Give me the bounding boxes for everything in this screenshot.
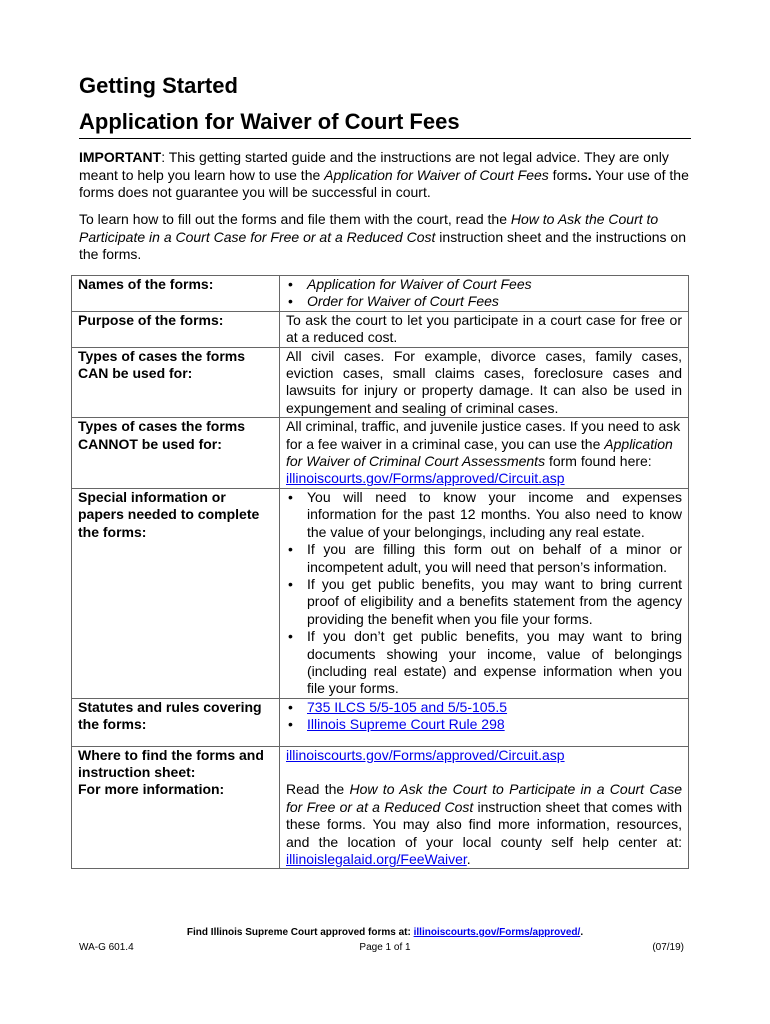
row-value-statutes bbox=[280, 698, 689, 746]
table-row-can bbox=[72, 347, 689, 418]
row-value-cannot bbox=[280, 418, 689, 489]
list-item bbox=[286, 716, 682, 733]
footer-find-text: Find Illinois Supreme Court approved forms at: bbox=[186, 927, 414, 938]
row-value-where bbox=[280, 746, 689, 781]
page-number: Page 1 of 1 bbox=[359, 942, 411, 953]
form-names-list bbox=[286, 276, 682, 311]
table-row-names bbox=[72, 276, 689, 312]
list-item bbox=[286, 293, 682, 310]
learn-text-end: instruction sheet and the instructions on the forms. bbox=[79, 228, 686, 262]
form-name-application: Application for Waiver of Court Fees bbox=[307, 276, 532, 292]
page-title: Getting Started bbox=[79, 73, 238, 98]
form-code: WA-G 601.4 bbox=[79, 942, 134, 953]
form-title: Application for Waiver of Court Fees bbox=[79, 109, 460, 134]
fee-waiver-link[interactable]: illinoislegalaid.org/FeeWaiver bbox=[286, 851, 467, 867]
forms-info-table bbox=[71, 275, 689, 869]
table-row-purpose bbox=[72, 311, 689, 347]
important-notice bbox=[79, 149, 693, 202]
row-label-cannot: Types of cases the forms CANNOT be used for: bbox=[72, 418, 280, 489]
important-text: : This getting started guide and the instructions are not legal advice. They are only meant to help you learn how to use the bbox=[79, 149, 669, 183]
row-label-statutes: Statutes and rules covering the forms: bbox=[72, 698, 280, 746]
more-text-mid: instruction sheet that comes with these forms. You may also find more information, resources, and the location of your local county self help center at: bbox=[286, 798, 682, 850]
more-text-end: . bbox=[466, 851, 471, 867]
row-label-more: For more information: bbox=[72, 781, 280, 869]
ilcs-link[interactable]: 735 ILCS 5/5-105 and 5/5-105.5 bbox=[307, 698, 508, 715]
list-item bbox=[286, 699, 682, 716]
footer-find-period: . bbox=[580, 927, 584, 938]
special-info-list bbox=[286, 489, 682, 698]
where-forms-link[interactable]: illinoiscourts.gov/Forms/approved/Circuit.asp bbox=[286, 746, 565, 763]
list-item bbox=[286, 276, 682, 293]
table-row-more bbox=[72, 781, 689, 869]
cannot-text-mid: form found here: bbox=[545, 453, 652, 470]
list-item: • You will need to know your income and expenses information for the past 12 months. You also need to know the value of your belongings, including any real estate. bbox=[286, 489, 682, 541]
table-row-cannot bbox=[72, 418, 689, 489]
circuit-forms-link[interactable]: illinoiscourts.gov/Forms/approved/Circuit.asp bbox=[286, 470, 565, 487]
more-text: Read the bbox=[286, 781, 350, 798]
row-label-where: Where to find the forms and instruction sheet: bbox=[72, 746, 280, 781]
important-period: . bbox=[587, 166, 592, 183]
learn-text: To learn how to fill out the forms and file them with the court, read the bbox=[79, 211, 511, 227]
list-item: • If you are filling this form out on behalf of a minor or incompetent adult, you will need that person’s information. bbox=[286, 541, 682, 576]
row-label-special: Special information or papers needed to complete the forms: bbox=[72, 488, 280, 698]
row-value-names bbox=[280, 276, 689, 312]
learn-sheet-name: How to Ask the Court to Participate in a Court Case for Free or at a Reduced Cost bbox=[79, 211, 659, 245]
learn-paragraph bbox=[79, 211, 693, 264]
revision-date: (07/19) bbox=[652, 942, 684, 953]
table-row-where bbox=[72, 746, 689, 781]
row-value-purpose: To ask the court to let you participate in a court case for free or at a reduced cost. bbox=[280, 311, 689, 347]
row-label-can: Types of cases the forms CAN be used for: bbox=[72, 347, 280, 418]
row-label-purpose: Purpose of the forms: bbox=[72, 311, 280, 347]
footer-find-forms bbox=[0, 927, 770, 938]
row-label-names: Names of the forms: bbox=[72, 276, 280, 312]
row-value-special bbox=[280, 488, 689, 698]
important-label: IMPORTANT bbox=[79, 149, 162, 165]
important-form-name: Application for Waiver of Court Fees bbox=[324, 166, 549, 183]
form-name-order: Order for Waiver of Court Fees bbox=[307, 293, 499, 310]
important-text-end: Your use of the forms does not guarantee you will be successful in court. bbox=[79, 166, 689, 200]
footer-approved-forms-link[interactable]: illinoiscourts.gov/Forms/approved/ bbox=[413, 927, 581, 938]
rule-298-link[interactable]: Illinois Supreme Court Rule 298 bbox=[307, 716, 505, 733]
table-row-statutes bbox=[72, 698, 689, 746]
important-text-forms: forms bbox=[548, 166, 588, 183]
list-item: • If you don’t get public benefits, you may want to bring documents showing your income, value of belongings (including real estate) and expense information when you file your forms. bbox=[286, 628, 682, 698]
criminal-form-name: Application for Waiver of Criminal Court Assessments bbox=[286, 435, 673, 470]
row-value-can: All civil cases. For example, divorce cases, family cases, eviction cases, small claims cases, foreclosure cases and lawsuits for injury or property damage. It can also be used in expungement and sealing of criminal cases. bbox=[280, 347, 689, 418]
list-item: • If you get public benefits, you may want to bring current proof of eligibility and a benefits statement from the agency providing the benefit when you file your forms. bbox=[286, 576, 682, 628]
statutes-list bbox=[286, 699, 682, 734]
cannot-text: All criminal, traffic, and juvenile justice cases. If you need to ask for a fee waiver in a criminal case, you can use the bbox=[286, 418, 681, 452]
more-sheet-name: How to Ask the Court to Participate in a Court Case for Free or at a Reduced Cost bbox=[286, 781, 683, 815]
title-divider bbox=[79, 138, 691, 139]
table-row-special bbox=[72, 488, 689, 698]
row-value-more bbox=[280, 781, 689, 869]
